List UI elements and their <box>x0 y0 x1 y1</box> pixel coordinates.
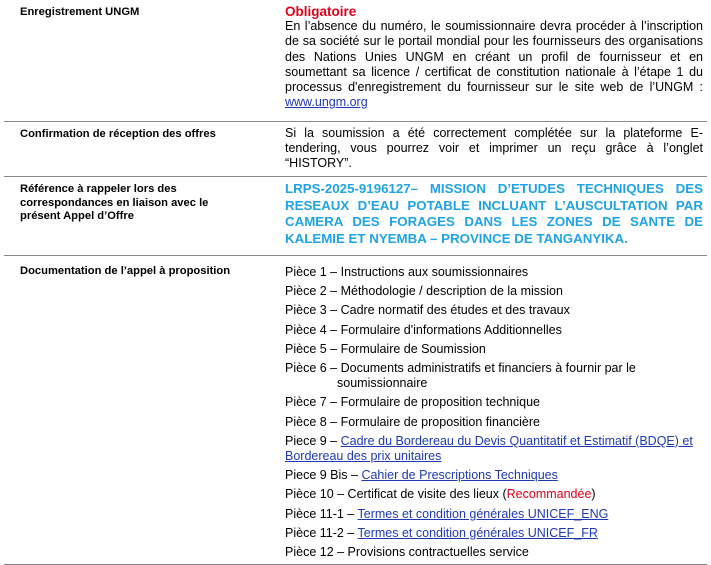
piece-9bis-prefix: Piece 9 Bis – <box>285 468 362 483</box>
piece-6-line1: Pièce 6 – Documents administratifs et financiers à fournir par le <box>285 361 636 376</box>
piece-9-prefix: Piece 9 – <box>285 433 341 448</box>
list-item <box>285 468 703 483</box>
list-item <box>285 361 703 391</box>
list-item: Pièce 4 – Formulaire d'informations Additionnelles <box>285 322 562 337</box>
row-label: Confirmation de réception des offres <box>20 128 216 140</box>
list-item <box>285 487 703 502</box>
list-item: Pièce 5 – Formulaire de Soumission <box>285 341 486 356</box>
ungm-text <box>285 19 703 110</box>
list-item: Pièce 12 – Provisions contractuelles service <box>285 545 529 560</box>
piece-11-1-prefix: Pièce 11-1 – <box>285 506 358 521</box>
piece-6-line2: soumissionnaire <box>337 376 428 391</box>
confirmation-text: Si la soumission a été correctement complétée sur la plateforme E-tendering, vous pourrez voir et imprimer un reçu grâce à l’onglet “HISTORY”. <box>285 126 703 171</box>
documentation-list <box>258 256 707 565</box>
list-item: Pièce 2 – Méthodologie / description de la mission <box>285 284 563 299</box>
row-documentation <box>4 256 707 565</box>
terms-fr-link[interactable]: Termes et condition générales UNICEF_FR <box>357 525 598 540</box>
piece-10-prefix: Pièce 10 – Certificat de visite des lieux ( <box>285 487 507 502</box>
row-content <box>258 177 707 256</box>
ungm-link[interactable]: www.ungm.org <box>285 95 368 110</box>
mandatory-heading: Obligatoire <box>285 4 357 19</box>
list-item <box>285 526 703 541</box>
row-receipt-confirmation <box>4 122 707 177</box>
list-item: Pièce 8 – Formulaire de proposition financière <box>285 414 540 429</box>
cpt-link[interactable]: Cahier de Prescriptions Techniques <box>361 468 558 483</box>
reference-text: LRPS-2025-9196127– MISSION D’ETUDES TECHNIQUES DES RESEAUX D’EAU POTABLE INCLUANT L’AUSCULTATION PAR CAMERA DES FORAGES DANS LES ZONES DE SANTE DE KALEMIE ET NYEMBA – PROVINCE DE TANGANYIKA. <box>285 181 703 246</box>
list-item <box>285 507 703 522</box>
row-ungm-registration <box>4 0 707 122</box>
piece-11-2-prefix: Pièce 11-2 – <box>285 525 358 540</box>
list-item: Pièce 7 – Formulaire de proposition technique <box>285 395 541 410</box>
bdqe-link[interactable]: Cadre du Bordereau du Devis Quantitatif et Estimatif (BDQE) et Bordereau des prix unitaires <box>285 433 693 464</box>
list-item: Pièce 3 – Cadre normatif des études et des travaux <box>285 303 570 318</box>
list-item: Pièce 1 – Instructions aux soumissionnaires <box>285 265 529 279</box>
recommended-label: Recommandée <box>506 487 592 502</box>
ungm-description: En l’absence du numéro, le soumissionnaire devra procéder à l’inscription de sa société sur le portail mondial pour les fournisseurs des organisations des Nations Unies UNGM en créant un profil de fournisseur et en soumettant sa licence / certificat de constitution nationale à l’étape 1 du processus d'enregistrement du fournisseur sur le site web de l’UNGM : <box>285 19 703 95</box>
terms-eng-link[interactable]: Termes et condition générales UNICEF_ENG <box>357 506 609 521</box>
row-label: Documentation de l’appel à proposition <box>20 265 231 277</box>
piece-10-suffix: ) <box>591 487 596 502</box>
row-content <box>258 0 707 122</box>
tender-info-table <box>4 0 707 565</box>
row-label: Enregistrement UNGM <box>20 6 140 18</box>
row-reference <box>4 177 707 256</box>
list-item <box>285 434 703 464</box>
row-label: Référence à rappeler lors des correspondances en liaison avec le présent Appel d’Offre <box>20 183 209 222</box>
